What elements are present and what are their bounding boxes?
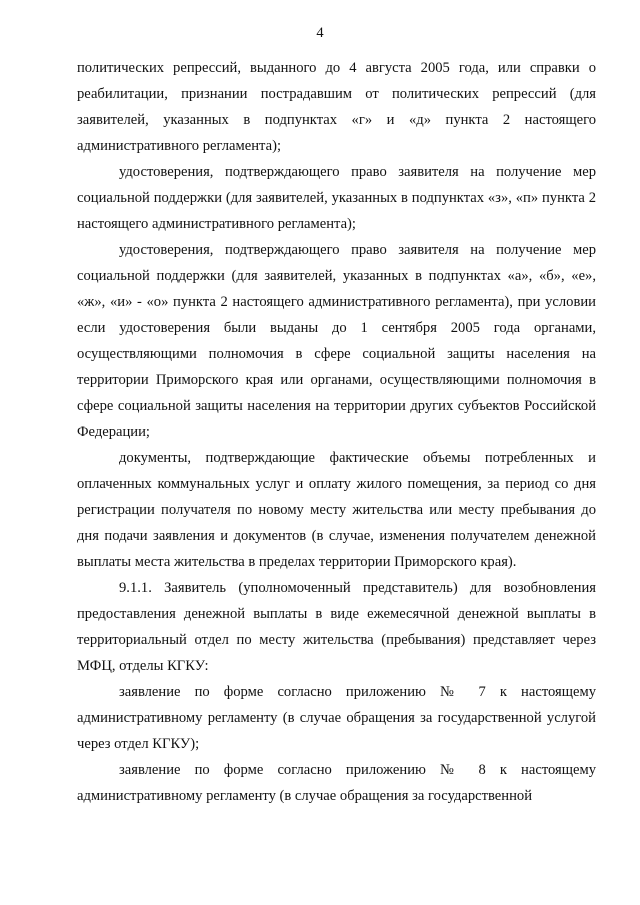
paragraph-certificate-z-p: удостоверения, подтверждающего право заявителя на получение мер социальной поддержки (для заявителей, указанных в подпунктах «з», «п» пункта 2 настоящего административного регламента); [77,164,596,232]
paragraph-clause-9-1-1: 9.1.1. Заявитель (уполномоченный представитель) для возобновления предоставления денежной выплаты в виде ежемесячной денежной выплаты в территориальный отдел по месту жительства (пребывания) представляет через МФЦ, отделы КГКУ: [77,580,596,674]
paragraph-application-form-7: заявление по форме согласно приложению № 7 к настоящему административному регламенту (в случае обращения за государственной услугой через отдел КГКУ); [77,684,596,752]
page-number: 4 [316,25,324,41]
paragraph-certificate-a-o: удостоверения, подтверждающего право заявителя на получение мер социальной поддержки (для заявителей, указанных в подпунктах «а», «б», «е», «ж», «и» - «о» пункта 2 настоящего административного регламента), при условии если удостоверения были выданы до 1 сентября 2005 года органами, осуществляющими полномочия в сфере социальной защиты населения на территории Приморского края или органами, осуществляющими полномочия в сфере социальной защиты населения на территории других субъектов Российской Федерации; [77,242,596,440]
paragraph-continuation: политических репрессий, выданного до 4 августа 2005 года, или справки о реабилитации, признании пострадавшим от политических репрессий (для заявителей, указанных в подпунктах «г» и «д» пункта 2 настоящего административного регламента); [77,60,596,154]
paragraph-application-form-8: заявление по форме согласно приложению № 8 к настоящему административному регламенту (в случае обращения за государственной [77,762,596,804]
paragraph-utility-documents: документы, подтверждающие фактические объемы потребленных и оплаченных коммунальных услуг и оплату жилого помещения, за период со дня регистрации получателя по новому месту жительства или месту пребывания до дня подачи заявления и документов (в случае, изменения получателем денежной выплаты места жительства в пределах территории Приморского края). [77,450,596,570]
document-body [77,55,596,809]
